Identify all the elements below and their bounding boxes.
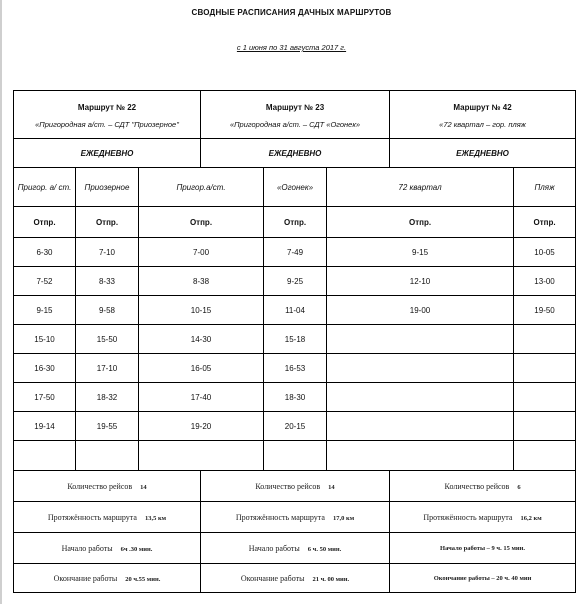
- departure-label: Отпр.: [327, 207, 514, 238]
- route-22-trips: [14, 471, 201, 502]
- time-cell: 17-10: [76, 354, 139, 383]
- route-42-header: [390, 91, 576, 139]
- time-cell: 9-58: [76, 296, 139, 325]
- stop-name: «Огонек»: [264, 168, 327, 207]
- stop-name: Пригор.а/ст.: [139, 168, 264, 207]
- length-value: 17,0 км: [332, 514, 355, 522]
- departure-label: Отпр.: [264, 207, 327, 238]
- time-cell: 16-05: [139, 354, 264, 383]
- route-23-start: [201, 533, 390, 564]
- page-border: [0, 0, 2, 604]
- time-cell: 12-10: [327, 267, 514, 296]
- route-23-end: [201, 564, 390, 593]
- empty-cell: [139, 441, 264, 471]
- trips-label: Количество рейсов: [67, 481, 133, 491]
- route-23-header: [201, 91, 390, 139]
- end-time-row: [14, 564, 576, 593]
- time-cell: 8-33: [76, 267, 139, 296]
- route-23-length: [201, 502, 390, 533]
- time-cell: 20-15: [264, 412, 327, 441]
- time-cell: 19-00: [327, 296, 514, 325]
- length-label: Протяжённость маршрута: [423, 512, 513, 522]
- route-23-name: Маршрут № 23: [265, 102, 325, 112]
- time-cell: 16-30: [14, 354, 76, 383]
- end-value: 21 ч. 00 мин.: [312, 575, 350, 583]
- departure-label: Отпр.: [76, 207, 139, 238]
- departure-label: Отпр.: [514, 207, 576, 238]
- route-42-schedule: ЕЖЕДНЕВНО: [390, 139, 576, 168]
- route-22-start: [14, 533, 201, 564]
- route-23-trips: [201, 471, 390, 502]
- time-cell: [514, 325, 576, 354]
- route-42-length: [390, 502, 576, 533]
- trips-value: 14: [328, 483, 335, 491]
- departure-label: Отпр.: [14, 207, 76, 238]
- length-label: Протяжённость маршрута: [47, 512, 137, 522]
- empty-cell: [327, 441, 514, 471]
- time-cell: 17-50: [14, 383, 76, 412]
- route-42-name: Маршрут № 42: [453, 102, 512, 112]
- schedule-type-row: [14, 139, 576, 168]
- length-value: 16,2 км: [520, 514, 542, 522]
- time-cell: 8-38: [139, 267, 264, 296]
- time-cell: 19-14: [14, 412, 76, 441]
- time-cell: 9-15: [327, 238, 514, 267]
- route-22-schedule: ЕЖЕДНЕВНО: [14, 139, 201, 168]
- time-cell: 19-50: [514, 296, 576, 325]
- start-label: Начало работы: [248, 543, 300, 553]
- time-cell: 7-00: [139, 238, 264, 267]
- schedule-table: [13, 90, 576, 593]
- time-cell: [514, 383, 576, 412]
- route-42-path: «72 квартал – гор. пляж: [439, 119, 526, 129]
- time-cell: 11-04: [264, 296, 327, 325]
- time-row: [14, 383, 576, 412]
- time-cell: 18-32: [76, 383, 139, 412]
- time-cell: 9-15: [14, 296, 76, 325]
- route-22-path: «Пригородная а/ст. – СДТ "Приозерное": [35, 119, 179, 129]
- time-cell: [514, 412, 576, 441]
- time-cell: 17-40: [139, 383, 264, 412]
- time-cell: 15-18: [264, 325, 327, 354]
- time-cell: 7-10: [76, 238, 139, 267]
- time-cell: 18-30: [264, 383, 327, 412]
- trips-label: Количество рейсов: [444, 481, 510, 491]
- time-cell: 15-50: [76, 325, 139, 354]
- route-header-row: [14, 91, 576, 139]
- time-cell: [514, 354, 576, 383]
- trips-count-row: [14, 471, 576, 502]
- time-cell: 16-53: [264, 354, 327, 383]
- length-value: 13,5 км: [144, 514, 167, 522]
- time-cell: 19-55: [76, 412, 139, 441]
- time-cell: 9-25: [264, 267, 327, 296]
- departure-label: Отпр.: [139, 207, 264, 238]
- route-22-end: [14, 564, 201, 593]
- start-label: Начало работы: [61, 543, 113, 553]
- route-22-name: Маршрут № 22: [77, 102, 137, 112]
- time-row: [14, 238, 576, 267]
- time-cell: 19-20: [139, 412, 264, 441]
- route-22-header: [14, 91, 201, 139]
- stop-name: Приозерное: [76, 168, 139, 207]
- time-cell: [327, 383, 514, 412]
- empty-cell: [264, 441, 327, 471]
- time-cell: 7-49: [264, 238, 327, 267]
- time-cell: 7-52: [14, 267, 76, 296]
- time-cell: 10-15: [139, 296, 264, 325]
- time-cell: 10-05: [514, 238, 576, 267]
- page-title: СВОДНЫЕ РАСПИСАНИЯ ДАЧНЫХ МАРШРУТОВ: [191, 8, 392, 17]
- empty-row: [14, 441, 576, 471]
- route-23-path: «Пригородная а/ст. – СДТ «Огонек»: [229, 119, 361, 129]
- start-time-row: [14, 533, 576, 564]
- empty-cell: [14, 441, 76, 471]
- route-42-start: Начало работы – 9 ч. 15 мин.: [390, 533, 576, 564]
- stop-name: Пригор. а/ ст.: [14, 168, 76, 207]
- time-cell: 14-30: [139, 325, 264, 354]
- stop-name: 72 квартал: [327, 168, 514, 207]
- route-42-trips: [390, 471, 576, 502]
- stops-row: [14, 168, 576, 207]
- route-22-length: [14, 502, 201, 533]
- time-cell: 6-30: [14, 238, 76, 267]
- period-subtitle: с 1 июня по 31 августа 2017 г.: [236, 43, 347, 52]
- time-cell: 13-00: [514, 267, 576, 296]
- start-value: 6ч .30 мин.: [120, 545, 153, 553]
- time-row: [14, 325, 576, 354]
- empty-cell: [514, 441, 576, 471]
- time-cell: [327, 325, 514, 354]
- stop-name: Пляж: [514, 168, 576, 207]
- time-cell: [327, 412, 514, 441]
- trips-value: 6: [517, 483, 521, 491]
- trips-label: Количество рейсов: [255, 481, 321, 491]
- route-42-end: Окончание работы – 20 ч. 40 мин: [390, 564, 576, 593]
- time-row: [14, 354, 576, 383]
- end-value: 20 ч.55 мин.: [125, 575, 161, 583]
- time-row: [14, 296, 576, 325]
- end-label: Окончание работы: [240, 573, 305, 583]
- length-label: Протяжённость маршрута: [235, 512, 325, 522]
- time-row: [14, 267, 576, 296]
- time-cell: [327, 354, 514, 383]
- time-row: [14, 412, 576, 441]
- end-label: Окончание работы: [53, 573, 118, 583]
- departure-label-row: [14, 207, 576, 238]
- start-value: 6 ч. 50 мин.: [307, 545, 342, 553]
- empty-cell: [76, 441, 139, 471]
- trips-value: 14: [140, 483, 147, 491]
- time-cell: 15-10: [14, 325, 76, 354]
- route-length-row: [14, 502, 576, 533]
- route-23-schedule: ЕЖЕДНЕВНО: [201, 139, 390, 168]
